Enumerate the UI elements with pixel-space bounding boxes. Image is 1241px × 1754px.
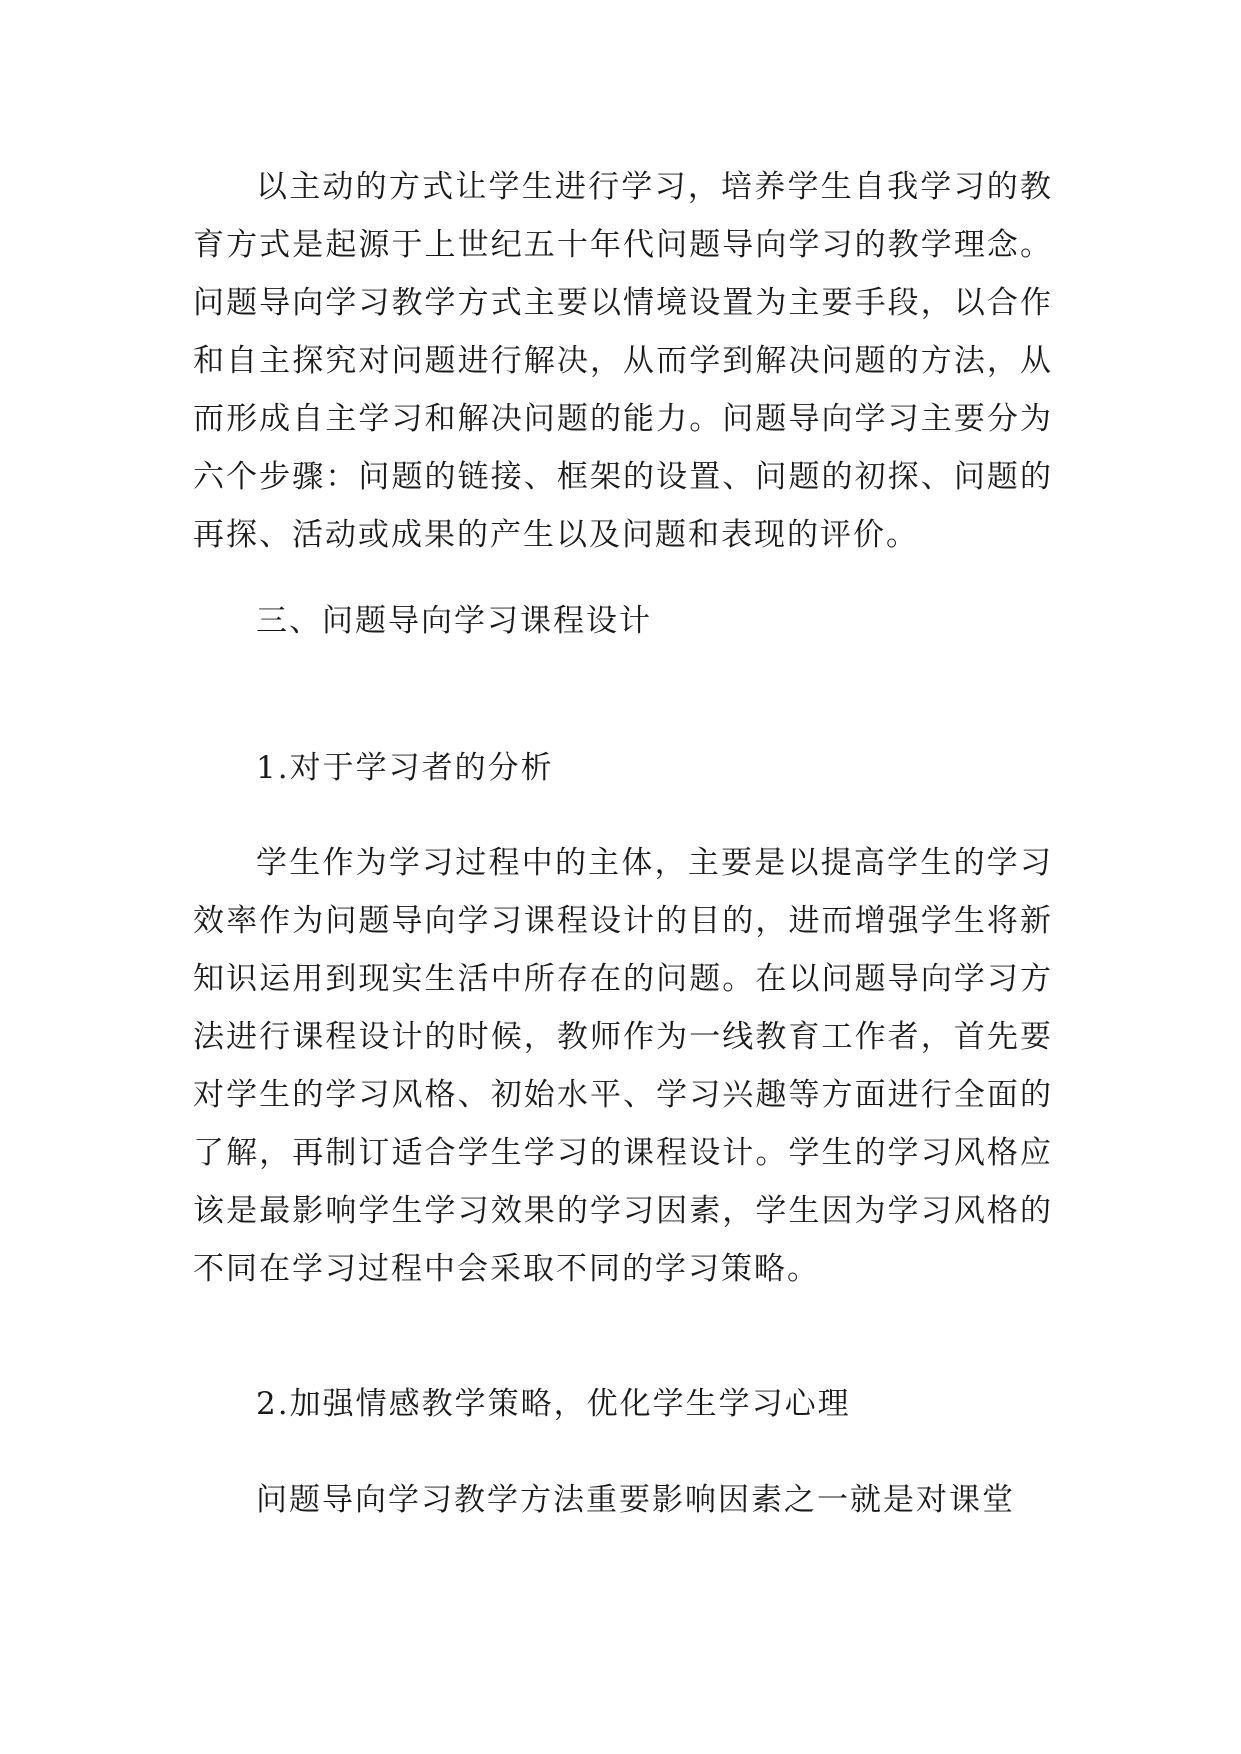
subsection-heading: 1.对于学习者的分析: [256, 750, 554, 786]
subsection-heading: 2.加强情感教学策略，优化学生学习心理: [256, 1386, 851, 1422]
body-paragraph: 以主动的方式让学生进行学习，培养学生自我学习的教育方式是起源于上世纪五十年代问题导向学习的教学理念。问题导向学习教学方式主要以情境设置为主要手段，以合作和自主探究对问题进行解决，从而学到解决问题的方法，从而形成自主学习和解决问题的能力。问题导向学习主要分为六个步骤：问题的链接、框架的设置、问题的初探、问题的再探、活动或成果的产生以及问题和表现的评价。: [193, 169, 1053, 553]
body-paragraph: 学生作为学习过程中的主体，主要是以提高学生的学习效率作为问题导向学习课程设计的目的，进而增强学生将新知识运用到现实生活中所存在的问题。在以问题导向学习方法进行课程设计的时候，教师作为一线教育工作者，首先要对学生的学习风格、初始水平、学习兴趣等方面进行全面的了解，再制订适合学生学习的课程设计。学生的学习风格应该是最影响学生学习效果的学习因素，学生因为学习风格的不同在学习过程中会采取不同的学习策略。: [193, 845, 1053, 1287]
section-heading: 三、问题导向学习课程设计: [256, 603, 652, 639]
body-paragraph: 问题导向学习教学方法重要影响因素之一就是对课堂: [256, 1482, 1015, 1518]
